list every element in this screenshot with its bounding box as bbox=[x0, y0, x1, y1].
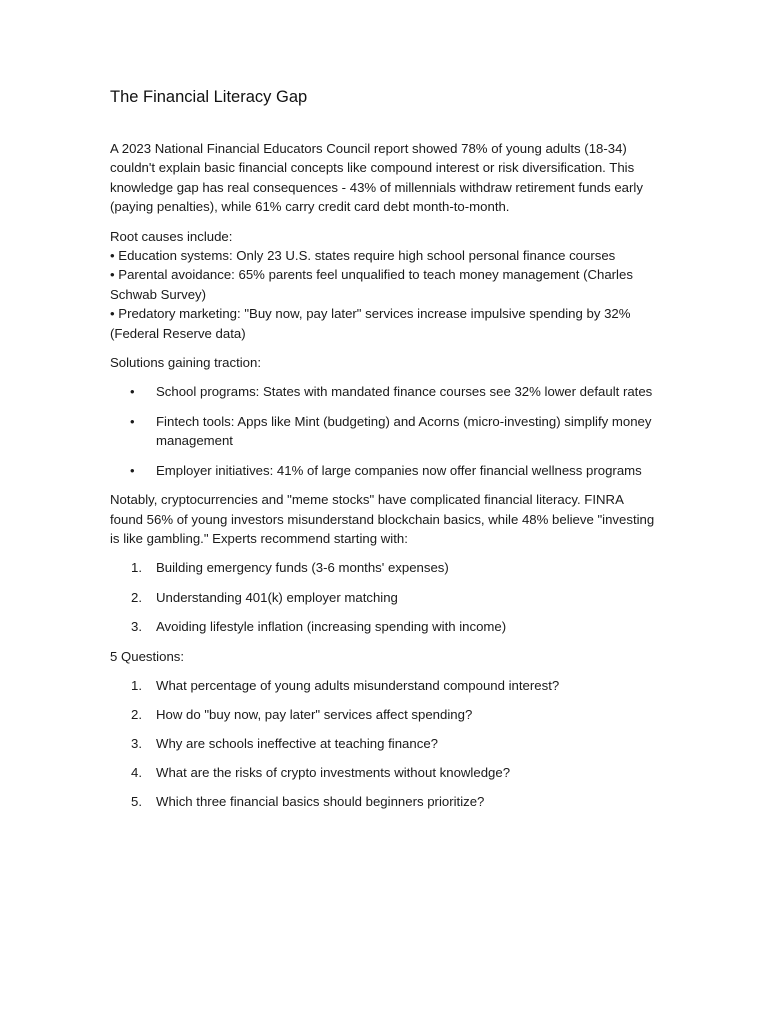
bullet-marker: • bbox=[130, 384, 135, 400]
document-title: The Financial Literacy Gap bbox=[110, 88, 308, 106]
notably-paragraph: Notably, cryptocurrencies and "meme stocks" have complicated financial literacy. FINRA found 56% of young investors misunderstand blockchain basics, while 48% believe "investing is like gambling." Experts recommend starting with: bbox=[110, 492, 655, 546]
list-item bbox=[110, 617, 658, 636]
intro-paragraph: A 2023 National Financial Educators Council report showed 78% of young adults (18-34) couldn't explain basic financial concepts like compound interest or risk diversification. This knowledge gap has real consequences - 43% of millennials withdraw retirement funds early (paying penalties), while 61% carry credit card debt month-to-month. bbox=[110, 141, 643, 215]
list-number: 4. bbox=[131, 764, 142, 780]
list-item bbox=[110, 792, 658, 811]
root-causes-heading: Root causes include: bbox=[110, 228, 233, 244]
root-cause-item: • Parental avoidance: 65% parents feel unqualified to teach money management (Charles Schwab Survey) bbox=[110, 267, 633, 302]
question-text: What percentage of young adults misunderstand compound interest? bbox=[156, 677, 560, 693]
solutions-list bbox=[110, 382, 658, 480]
list-number: 2. bbox=[131, 589, 142, 605]
questions-heading: 5 Questions: bbox=[110, 648, 185, 664]
list-item bbox=[110, 382, 658, 401]
root-cause-item: • Education systems: Only 23 U.S. states require high school personal finance courses bbox=[110, 248, 616, 264]
list-number: 3. bbox=[131, 735, 142, 751]
questions-list bbox=[110, 676, 658, 811]
list-number: 3. bbox=[131, 619, 142, 635]
solution-text: Fintech tools: Apps like Mint (budgeting) and Acorns (micro-investing) simplify money management bbox=[156, 413, 652, 449]
recommended-steps-list bbox=[110, 558, 658, 636]
bullet-marker: • bbox=[130, 413, 135, 429]
list-number: 2. bbox=[131, 706, 142, 722]
question-text: How do "buy now, pay later" services affect spending? bbox=[156, 706, 473, 722]
solution-text: School programs: States with mandated finance courses see 32% lower default rates bbox=[156, 384, 653, 400]
question-text: What are the risks of crypto investments without knowledge? bbox=[156, 764, 511, 780]
list-item bbox=[110, 558, 658, 577]
step-text: Avoiding lifestyle inflation (increasing spending with income) bbox=[156, 619, 507, 635]
list-item bbox=[110, 734, 658, 753]
list-item bbox=[110, 412, 658, 451]
list-item bbox=[110, 461, 658, 480]
list-number: 1. bbox=[131, 560, 142, 576]
list-item bbox=[110, 676, 658, 695]
list-item bbox=[110, 705, 658, 724]
root-causes-block bbox=[110, 227, 658, 343]
list-number: 5. bbox=[131, 793, 142, 809]
list-item bbox=[110, 588, 658, 607]
bullet-marker: • bbox=[130, 462, 135, 478]
list-number: 1. bbox=[131, 677, 142, 693]
step-text: Understanding 401(k) employer matching bbox=[156, 589, 398, 605]
question-text: Why are schools ineffective at teaching finance? bbox=[156, 735, 438, 751]
question-text: Which three financial basics should beginners prioritize? bbox=[156, 793, 485, 809]
list-item bbox=[110, 763, 658, 782]
root-cause-item: • Predatory marketing: "Buy now, pay later" services increase impulsive spending by 32% (Federal Reserve data) bbox=[110, 306, 631, 341]
step-text: Building emergency funds (3-6 months' expenses) bbox=[156, 560, 449, 576]
solution-text: Employer initiatives: 41% of large companies now offer financial wellness programs bbox=[156, 462, 642, 478]
solutions-heading: Solutions gaining traction: bbox=[110, 355, 262, 371]
